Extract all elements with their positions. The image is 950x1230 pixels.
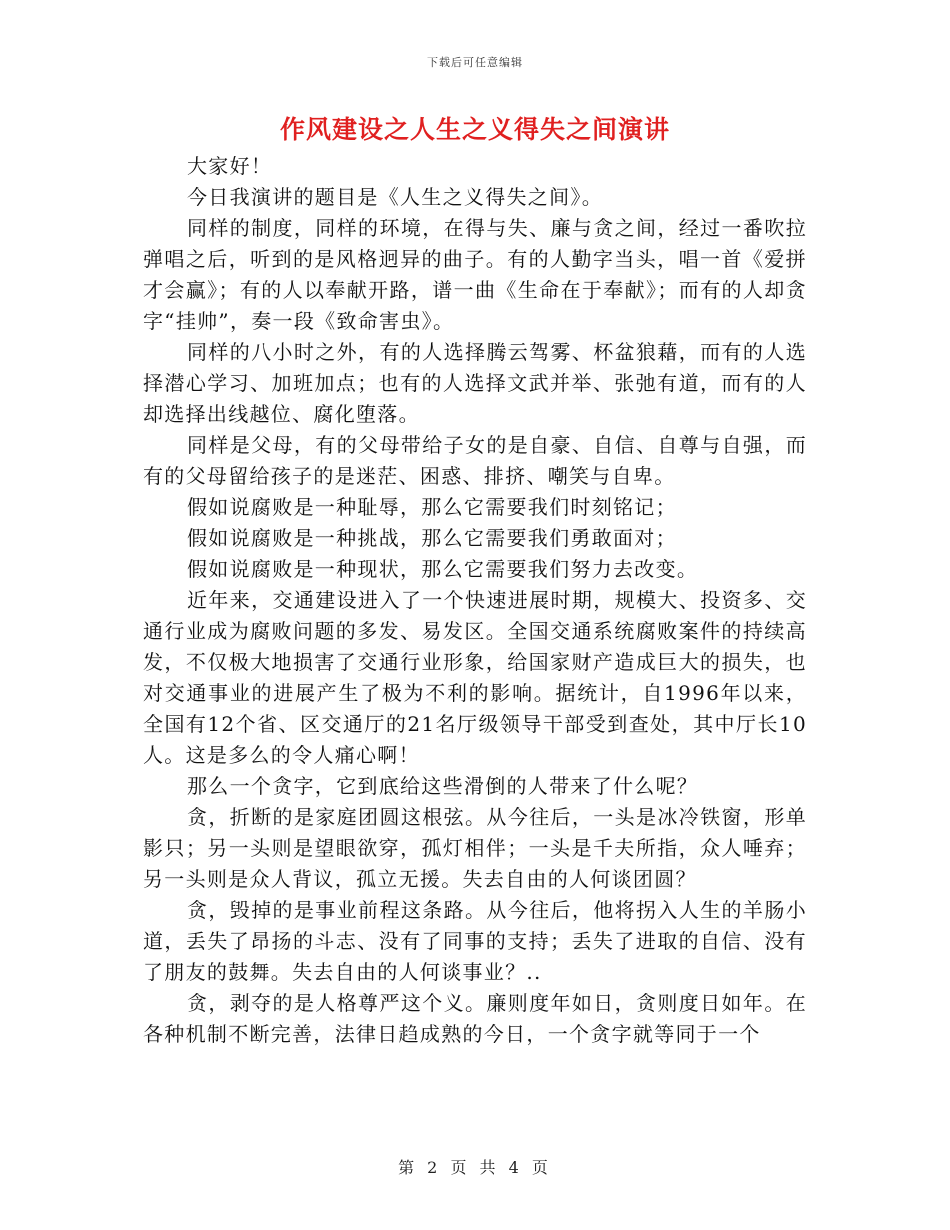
paragraph: 同样的八小时之外，有的人选择腾云驾雾、杯盆狼藉，而有的人选择潜心学习、加班加点；也有的人选择文武并举、张弛有道，而有的人却选择出线越位、腐化堕落。	[143, 340, 807, 426]
paragraph-topic: 今日我演讲的题目是《人生之义得失之间》。	[187, 185, 603, 209]
document-body	[143, 151, 807, 1050]
paragraph: 假如说腐败是一种现状，那么它需要我们努力去改变。	[187, 557, 699, 581]
paragraph: 贪，剥夺的是人格尊严这个义。廉则度年如日，贪则度日如年。在各种机制不断完善，法律日趋成熟的今日，一个贪字就等同于一个	[143, 991, 807, 1046]
paragraph: 假如说腐败是一种挑战，那么它需要我们勇敢面对；	[187, 526, 677, 550]
document-title: 作风建设之人生之义得失之间演讲	[279, 115, 670, 144]
paragraph: 贪，折断的是家庭团圆这根弦。从今往后，一头是冰冷铁窗，形单影只；另一头则是望眼欲穿，孤灯相伴；一头是千夫所指，众人唾弃；另一头则是众人背议，孤立无援。失去自由的人何谈团圆？	[143, 805, 807, 891]
paragraph-greeting: 大家好！	[187, 154, 273, 178]
paragraph: 同样的制度，同样的环境，在得与失、廉与贪之间，经过一番吹拉弹唱之后，听到的是风格迥异的曲子。有的人勤字当头，唱一首《爱拼才会赢》；有的人以奉献开路，谱一曲《生命在于奉献》；而有的人却贪字“挂帅”，奏一段《致命害虫》。	[143, 216, 807, 333]
paragraph: 假如说腐败是一种耻辱，那么它需要我们时刻铭记；	[187, 495, 677, 519]
paragraph: 近年来，交通建设进入了一个快速进展时期，规模大、投资多、交通行业成为腐败问题的多发、易发区。全国交通系统腐败案件的持续高发，不仅极大地损害了交通行业形象，给国家财产造成巨大的损失，也对交通事业的进展产生了极为不利的影响。据统计，自1996年以来，全国有12个省、区交通厅的21名厅级领导干部受到查处，其中厅长10人。这是多么的令人痛心啊！	[143, 588, 807, 767]
page-footer: 第 2 页 共 4 页	[398, 1158, 552, 1177]
header-note: 下载后可任意编辑	[427, 56, 523, 69]
paragraph: 同样是父母，有的父母带给子女的是自豪、自信、自尊与自强，而有的父母留给孩子的是迷茫、困惑、排挤、嘲笑与自卑。	[143, 433, 807, 488]
paragraph: 那么一个贪字，它到底给这些滑倒的人带来了什么呢？	[187, 774, 699, 798]
paragraph: 贪，毁掉的是事业前程这条路。从今往后，他将拐入人生的羊肠小道，丢失了昂扬的斗志、没有了同事的支持；丢失了进取的自信、没有了朋友的鼓舞。失去自由的人何谈事业？..	[143, 898, 807, 984]
